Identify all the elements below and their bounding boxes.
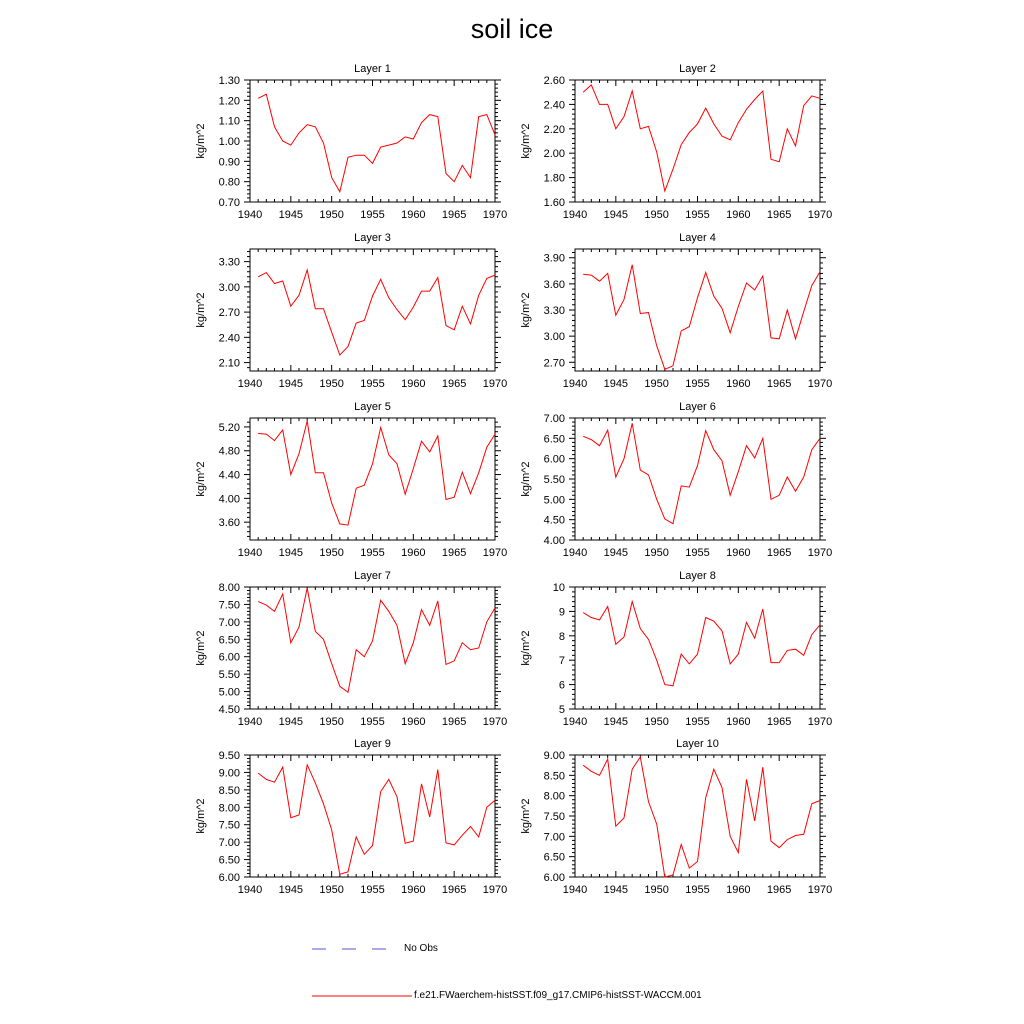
y-tick-label: 4.50	[543, 514, 565, 527]
x-tick-label: 1960	[726, 884, 751, 896]
y-tick-label: 2.60	[543, 75, 565, 87]
y-tick-label: 3.30	[218, 256, 240, 269]
panel-layer-10	[520, 738, 832, 896]
panel-title: Layer 2	[679, 63, 716, 75]
panel-title: Layer 4	[679, 232, 716, 244]
x-tick-label: 1970	[482, 884, 508, 896]
x-tick-label: 1945	[278, 716, 304, 728]
plot-frame	[575, 249, 820, 371]
x-tick-label: 1940	[562, 716, 588, 728]
y-tick-label: 6.50	[543, 433, 565, 446]
x-tick-label: 1950	[319, 884, 344, 896]
panel-layer-2	[520, 63, 832, 221]
x-tick-label: 1950	[319, 547, 344, 559]
y-tick-label: 9.00	[218, 767, 240, 780]
x-tick-label: 1960	[401, 716, 426, 728]
series-line	[258, 765, 495, 874]
y-tick-label: 5.50	[543, 474, 565, 486]
y-tick-label: 9.00	[543, 750, 565, 762]
y-axis-label: kg/m^2	[195, 292, 207, 328]
panel-layer-1	[195, 63, 507, 221]
y-tick-label: 3.90	[543, 252, 565, 265]
x-tick-label: 1960	[401, 884, 426, 896]
y-tick-label: 10	[552, 582, 565, 594]
legend-obs-label: No Obs	[404, 943, 438, 954]
x-tick-label: 1955	[685, 378, 710, 390]
y-tick-label: 7.00	[543, 413, 565, 425]
y-tick-label: 8.00	[218, 802, 240, 815]
x-tick-label: 1950	[319, 209, 344, 221]
x-tick-label: 1950	[644, 209, 669, 221]
y-tick-label: 3.60	[218, 517, 240, 530]
panel-layer-4	[520, 232, 832, 390]
panel-layer-8	[520, 570, 832, 728]
plot-frame	[250, 249, 495, 371]
figure-title: soil ice	[470, 14, 554, 44]
x-tick-label: 1950	[644, 716, 669, 728]
x-tick-label: 1960	[726, 209, 751, 221]
panel-layer-6	[520, 401, 832, 559]
plot-frame	[250, 587, 495, 709]
panel-title: Layer 7	[354, 570, 391, 582]
x-tick-label: 1940	[562, 378, 588, 390]
x-tick-label: 1955	[360, 378, 385, 390]
x-tick-label: 1945	[603, 378, 629, 390]
plot-frame	[575, 80, 820, 202]
plot-frame	[575, 587, 820, 709]
x-tick-label: 1960	[726, 716, 751, 728]
x-tick-label: 1945	[278, 209, 304, 221]
series-line	[258, 94, 495, 192]
series-line	[258, 270, 495, 355]
panel-layer-9	[195, 738, 507, 896]
y-tick-label: 3.30	[543, 305, 565, 317]
y-tick-label: 5.20	[218, 421, 240, 434]
x-tick-label: 1945	[603, 716, 629, 728]
x-tick-label: 1960	[726, 378, 751, 390]
y-axis-label: kg/m^2	[520, 292, 532, 328]
y-tick-label: 1.30	[218, 75, 240, 87]
y-tick-label: 6.00	[543, 872, 565, 884]
x-tick-label: 1960	[401, 547, 426, 559]
series-line	[583, 265, 820, 370]
y-tick-label: 4.50	[218, 704, 240, 716]
x-tick-label: 1945	[278, 547, 304, 559]
y-tick-label: 6	[558, 679, 565, 692]
y-tick-label: 1.10	[218, 115, 240, 128]
panel-title: Layer 9	[354, 738, 391, 750]
y-tick-label: 3.00	[218, 281, 240, 294]
y-tick-label: 1.60	[543, 197, 565, 209]
y-tick-label: 5.50	[218, 669, 240, 682]
x-tick-label: 1965	[766, 378, 792, 390]
y-tick-label: 2.40	[218, 332, 240, 345]
y-tick-label: 3.00	[543, 331, 565, 344]
x-tick-label: 1945	[603, 884, 629, 896]
x-tick-label: 1960	[401, 378, 426, 390]
y-tick-label: 0.70	[218, 197, 240, 209]
panel-title: Layer 8	[679, 570, 716, 582]
y-tick-label: 6.50	[543, 851, 565, 864]
y-tick-label: 1.80	[543, 172, 565, 185]
x-tick-label: 1965	[441, 547, 467, 559]
x-tick-label: 1945	[278, 884, 304, 896]
panel-title: Layer 1	[354, 63, 391, 75]
y-axis-label: kg/m^2	[520, 123, 532, 159]
y-tick-label: 5.00	[218, 686, 240, 699]
x-tick-label: 1940	[562, 884, 588, 896]
y-tick-label: 2.70	[543, 357, 565, 370]
panel-title: Layer 5	[354, 401, 391, 413]
x-tick-label: 1970	[482, 547, 508, 559]
y-tick-label: 3.60	[543, 278, 565, 291]
series-line	[583, 85, 820, 191]
panel-title: Layer 10	[676, 738, 719, 750]
y-tick-label: 2.00	[543, 148, 565, 161]
x-tick-label: 1955	[685, 547, 710, 559]
y-tick-label: 7.00	[218, 837, 240, 850]
y-tick-label: 8.50	[218, 784, 240, 797]
plot-frame	[250, 418, 495, 540]
x-tick-label: 1955	[360, 209, 385, 221]
y-tick-label: 8	[558, 630, 565, 643]
plot-frame	[250, 755, 495, 877]
x-tick-label: 1970	[807, 209, 833, 221]
x-tick-label: 1970	[482, 716, 508, 728]
x-tick-label: 1940	[237, 884, 263, 896]
y-tick-label: 7.00	[543, 831, 565, 844]
x-tick-label: 1945	[603, 209, 629, 221]
series-line	[583, 757, 820, 877]
y-tick-label: 9.50	[218, 750, 240, 762]
x-tick-label: 1960	[726, 547, 751, 559]
y-tick-label: 9	[558, 606, 565, 619]
x-tick-label: 1940	[237, 209, 263, 221]
y-axis-label: kg/m^2	[195, 798, 207, 834]
x-tick-label: 1955	[360, 547, 385, 559]
x-tick-label: 1940	[562, 209, 588, 221]
x-tick-label: 1955	[685, 884, 710, 896]
x-tick-label: 1965	[441, 884, 467, 896]
y-tick-label: 4.00	[543, 535, 565, 547]
x-tick-label: 1940	[237, 547, 263, 559]
x-tick-label: 1940	[562, 547, 588, 559]
y-tick-label: 4.00	[218, 493, 240, 506]
x-tick-label: 1965	[441, 716, 467, 728]
y-tick-label: 7.50	[218, 819, 240, 832]
x-tick-label: 1965	[766, 547, 792, 559]
y-axis-label: kg/m^2	[520, 461, 532, 497]
y-tick-label: 4.40	[218, 469, 240, 482]
x-tick-label: 1940	[237, 716, 263, 728]
y-tick-label: 7.50	[543, 811, 565, 823]
y-axis-label: kg/m^2	[195, 461, 207, 497]
y-tick-label: 2.70	[218, 307, 240, 320]
x-tick-label: 1970	[807, 378, 833, 390]
y-axis-label: kg/m^2	[520, 798, 532, 834]
y-tick-label: 6.50	[218, 854, 240, 867]
y-tick-label: 7.00	[218, 616, 240, 629]
x-tick-label: 1970	[482, 209, 508, 221]
y-tick-label: 4.80	[218, 445, 240, 458]
x-tick-label: 1970	[807, 884, 833, 896]
y-tick-label: 8.00	[543, 790, 565, 803]
y-tick-label: 8.50	[543, 770, 565, 783]
x-tick-label: 1960	[401, 209, 426, 221]
series-line	[258, 588, 495, 692]
y-tick-label: 1.20	[218, 95, 240, 108]
panel-title: Layer 6	[679, 401, 716, 413]
y-tick-label: 1.00	[218, 136, 240, 148]
x-tick-label: 1965	[441, 378, 467, 390]
x-tick-label: 1955	[685, 716, 710, 728]
y-tick-label: 0.80	[218, 176, 240, 189]
x-tick-label: 1970	[482, 378, 508, 390]
y-axis-label: kg/m^2	[195, 123, 207, 159]
legend-model-label: f.e21.FWaerchem-histSST.f09_g17.CMIP6-histSST-WACCM.001	[414, 990, 702, 1001]
y-tick-label: 7.50	[218, 599, 240, 612]
x-tick-label: 1965	[441, 209, 467, 221]
y-tick-label: 6.00	[218, 651, 240, 664]
x-tick-label: 1965	[766, 716, 792, 728]
x-tick-label: 1955	[685, 209, 710, 221]
y-tick-label: 2.10	[218, 357, 240, 370]
y-tick-label: 6.00	[218, 872, 240, 884]
x-tick-label: 1950	[319, 378, 344, 390]
x-tick-label: 1970	[807, 716, 833, 728]
x-tick-label: 1950	[644, 378, 669, 390]
y-tick-label: 2.20	[543, 123, 565, 136]
y-tick-label: 0.90	[218, 156, 240, 169]
x-tick-label: 1945	[603, 547, 629, 559]
y-tick-label: 6.50	[218, 634, 240, 647]
x-tick-label: 1945	[278, 378, 304, 390]
x-tick-label: 1965	[766, 884, 792, 896]
y-tick-label: 7	[558, 655, 565, 668]
y-tick-label: 2.40	[543, 99, 565, 112]
x-tick-label: 1940	[237, 378, 263, 390]
y-tick-label: 6.00	[543, 453, 565, 466]
series-line	[583, 602, 820, 686]
x-tick-label: 1950	[644, 884, 669, 896]
y-tick-label: 5.00	[543, 494, 565, 507]
x-tick-label: 1950	[644, 547, 669, 559]
x-tick-label: 1970	[807, 547, 833, 559]
plot-frame	[575, 418, 820, 540]
x-tick-label: 1955	[360, 884, 385, 896]
y-tick-label: 8.00	[218, 582, 240, 594]
x-tick-label: 1955	[360, 716, 385, 728]
x-tick-label: 1965	[766, 209, 792, 221]
y-axis-label: kg/m^2	[195, 630, 207, 666]
series-line	[258, 421, 495, 525]
panel-title: Layer 3	[354, 232, 391, 244]
panel-layer-3	[195, 232, 507, 390]
x-tick-label: 1950	[319, 716, 344, 728]
plot-frame	[250, 80, 495, 202]
series-line	[583, 423, 820, 523]
panel-layer-5	[195, 401, 507, 559]
panel-layer-7	[195, 570, 507, 728]
y-axis-label: kg/m^2	[520, 630, 532, 666]
y-tick-label: 5	[558, 704, 565, 716]
